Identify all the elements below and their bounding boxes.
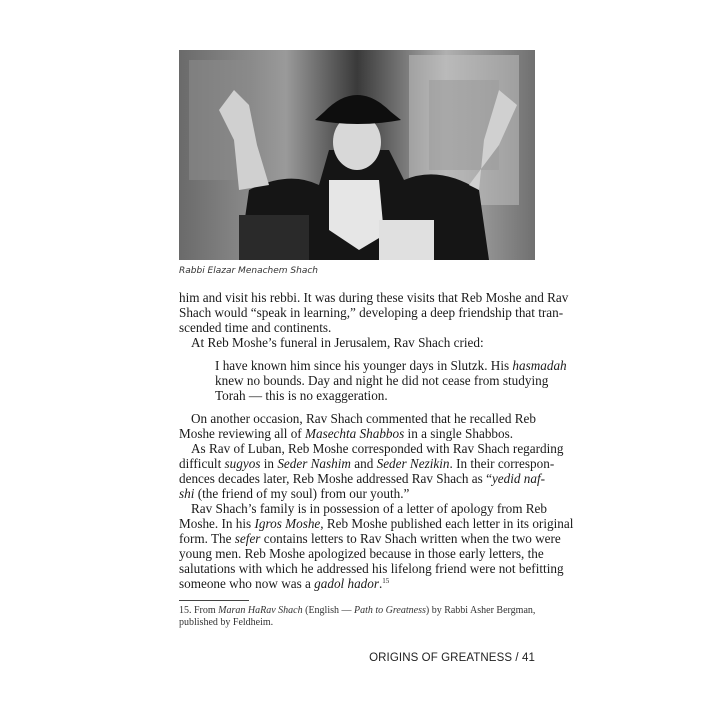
italic-term: Path to Greatness	[354, 605, 426, 616]
text-line	[179, 561, 564, 576]
text-line	[179, 411, 535, 426]
text-run: .	[379, 576, 383, 591]
text-line	[179, 426, 535, 441]
text-line	[179, 531, 561, 546]
text-line	[179, 486, 535, 501]
footnote-divider	[179, 600, 249, 601]
text-line	[179, 305, 564, 320]
text-line	[179, 441, 564, 456]
text-run: knew no bounds. Day and night he did not cease from studying	[215, 373, 549, 388]
text-line	[179, 617, 535, 629]
text-line	[179, 605, 535, 617]
blockquote-line	[179, 388, 535, 403]
italic-term: hasmadah	[512, 358, 567, 373]
text-run: published by Feldheim.	[179, 617, 274, 628]
italic-term: shi	[179, 486, 195, 501]
text-run: ) by Rabbi Asher Bergman,	[425, 605, 536, 616]
text-run: (English —	[302, 605, 354, 616]
paragraph-gap	[179, 350, 535, 358]
blockquote-line	[179, 373, 549, 388]
text-line	[179, 546, 544, 561]
text-line	[179, 501, 548, 516]
text-run: , Reb Moshe published each letter in its original	[320, 516, 574, 531]
italic-term: Igros Moshe	[254, 516, 321, 531]
text-run: Moshe reviewing all of	[179, 426, 305, 441]
italic-term: Seder Nashim	[277, 456, 351, 471]
text-run: 15. From	[179, 605, 219, 616]
body-text	[179, 290, 574, 591]
text-line	[179, 471, 546, 486]
text-run: scended time and continents.	[179, 320, 332, 335]
text-run: Shach would “speak in learning,” developing a deep friendship that tran-	[179, 305, 564, 320]
photo-rabbi-shach	[179, 50, 535, 260]
text-run: contains letters to Rav Shach written when the two were	[260, 531, 561, 546]
text-line	[179, 335, 535, 350]
running-footer: ORIGINS OF GREATNESS / 41	[369, 652, 535, 664]
text-run: At Reb Moshe’s funeral in Jerusalem, Rav Shach cried:	[191, 335, 484, 350]
blockquote-line	[179, 358, 567, 373]
footnote	[179, 605, 535, 629]
text-line	[179, 456, 555, 471]
paragraph-gap	[179, 403, 535, 411]
italic-term: yedid naf-	[491, 471, 546, 486]
photo-caption: Rabbi Elazar Menachem Shach	[179, 266, 318, 276]
text-run: (the friend of my soul) from our youth.”	[194, 486, 410, 501]
text-line	[179, 290, 569, 305]
text-run: form. The	[179, 531, 235, 546]
text-run: Moshe. In his	[179, 516, 255, 531]
italic-term: gadol hador	[314, 576, 379, 591]
text-run: young men. Reb Moshe apologized because in those early letters, the	[179, 546, 544, 561]
italic-term: sefer	[234, 531, 261, 546]
text-run: . In their correspon-	[449, 456, 555, 471]
footnote-ref: 15	[382, 577, 390, 585]
text-run: dences decades later, Reb Moshe addressed Rav Shach as “	[179, 471, 492, 486]
text-line	[179, 320, 535, 335]
text-run: As Rav of Luban, Reb Moshe corresponded with Rav Shach regarding	[191, 441, 564, 456]
text-run: difficult	[179, 456, 225, 471]
italic-term: Masechta Shabbos	[304, 426, 405, 441]
text-run: and	[350, 456, 377, 471]
text-run: salutations with which he addressed his lifelong friend were not befitting	[179, 561, 564, 576]
text-line	[179, 516, 574, 531]
italic-term: Seder Nezikin	[376, 456, 450, 471]
text-run: On another occasion, Rav Shach commented that he recalled Reb	[191, 411, 536, 426]
italic-term: Maran HaRav Shach	[218, 605, 303, 616]
text-run: someone who now was a	[179, 576, 315, 591]
italic-term: sugyos	[224, 456, 261, 471]
text-run: in a single Shabbos.	[404, 426, 514, 441]
text-run: I have known him since his younger days in Slutzk. His	[215, 358, 513, 373]
text-run: him and visit his rebbi. It was during these visits that Reb Moshe and Rav	[179, 290, 569, 305]
text-run: Rav Shach’s family is in possession of a letter of apology from Reb	[191, 501, 548, 516]
text-run: in	[260, 456, 278, 471]
text-run: Torah — this is no exaggeration.	[215, 388, 388, 403]
text-line	[179, 576, 535, 591]
